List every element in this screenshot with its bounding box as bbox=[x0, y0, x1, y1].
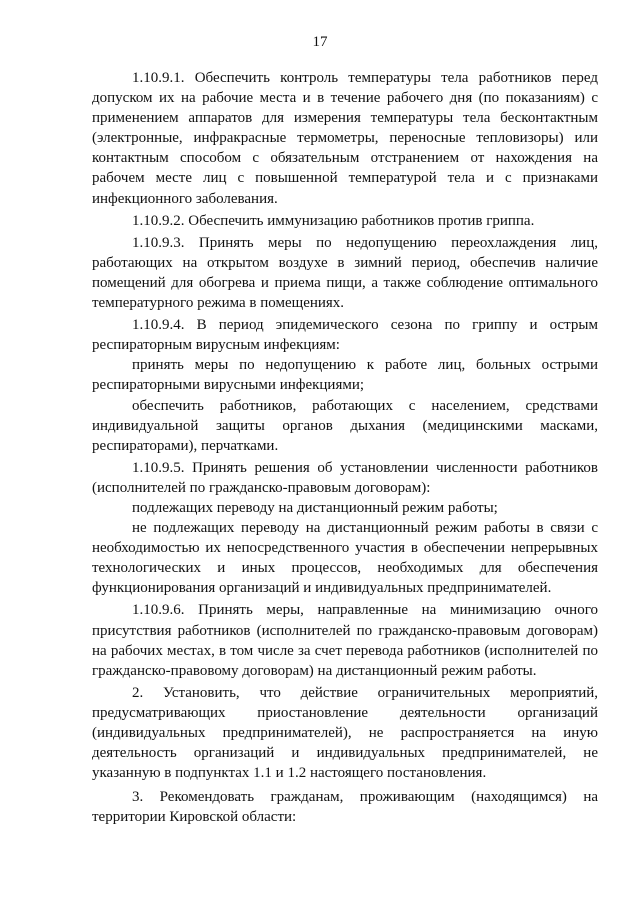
paragraph-1-10-9-6: 1.10.9.6. Принять меры, направленные на минимизацию очного присутствия работников (исполнителей по гражданско-правовым договорам) на рабочих местах, в том числе за счет перевода работников (исполнителей по гражданско-правовому договорам) на дистанционный режим работы. bbox=[92, 602, 598, 679]
document-body bbox=[92, 68, 598, 827]
paragraph-1-10-9-4-item-1: принять меры по недопущению к работе лиц, больных острыми респираторными вирусными инфекциями; bbox=[92, 357, 598, 394]
paragraph-3: 3. Рекомендовать гражданам, проживающим (находящимся) на территории Кировской области: bbox=[92, 789, 598, 826]
paragraph-1-10-9-4: 1.10.9.4. В период эпидемического сезона по гриппу и острым респираторным вирусным инфекциям: bbox=[92, 317, 598, 354]
paragraph-1-10-9-1: 1.10.9.1. Обеспечить контроль температуры тела работников перед допуском их на рабочие места и в течение рабочего дня (по показаниям) с применением аппаратов для измерения температуры тела бесконтактным (электронные, инфракрасные термометры, переносные тепловизоры) или контактным способом с обязательным отстранением от нахождения на рабочем месте лиц с повышенной температурой тела и с признаками инфекционного заболевания. bbox=[92, 70, 598, 207]
page-number: 17 bbox=[312, 34, 328, 50]
paragraph-1-10-9-4-item-2: обеспечить работников, работающих с населением, средствами индивидуальной защиты органов дыхания (медицинскими масками, респираторами), перчатками. bbox=[92, 397, 598, 454]
paragraph-1-10-9-2: 1.10.9.2. Обеспечить иммунизацию работников против гриппа. bbox=[132, 212, 535, 229]
paragraph-1-10-9-5-item-2: не подлежащих переводу на дистанционный режим работы в связи с необходимостью их непосредственного участия в обеспечении непрерывных технологических и иных процессов, необходимых для обеспечения функционирования организаций и индивидуальных предпринимателей. bbox=[92, 520, 598, 597]
paragraph-1-10-9-5-item-1: подлежащих переводу на дистанционный режим работы; bbox=[132, 499, 498, 516]
paragraph-1-10-9-3: 1.10.9.3. Принять меры по недопущению переохлаждения лиц, работающих на открытом воздухе в зимний период, обеспечив наличие помещений для обогрева и приема пищи, а также соблюдение оптимального температурного режима в помещениях. bbox=[92, 234, 598, 312]
paragraph-2: 2. Установить, что действие ограничительных мероприятий, предусматривающих приостановление деятельности организаций (индивидуальных предпринимателей), не распространяется на иную деятельность организаций и индивидуальных предпринимателей, не указанную в подпунктах 1.1 и 1.2 настоящего постановления. bbox=[92, 684, 598, 782]
paragraph-1-10-9-5: 1.10.9.5. Принять решения об установлении численности работников (исполнителей по гражданско-правовым договорам): bbox=[92, 459, 598, 496]
